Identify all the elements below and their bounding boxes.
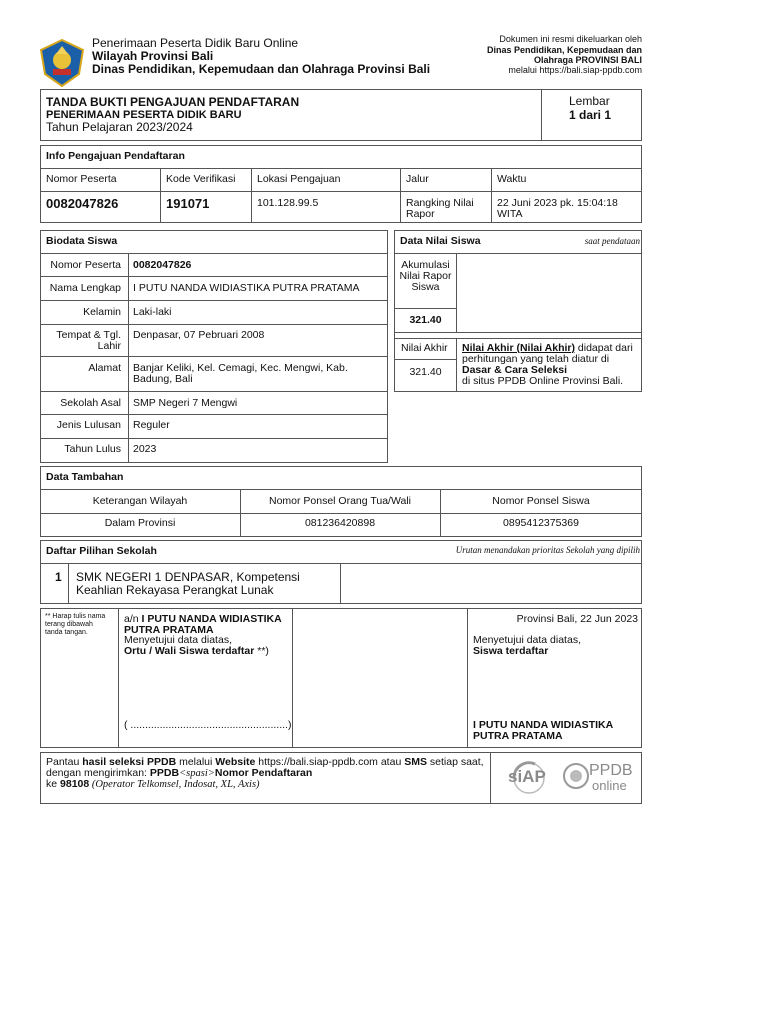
biodata-value-nomor: 0082047826 [133, 259, 192, 271]
header-right2: Dinas Pendidikan, Kepemudaan dan [486, 45, 642, 55]
footer-p5[interactable]: https://bali.siap-ppdb.com atau [255, 756, 405, 768]
biodata-label-tahun: Tahun Lulus [64, 443, 121, 455]
title-year: Tahun Pelajaran 2023/2024 [46, 120, 193, 134]
pilihan-note: Urutan menandakan prioritas Sekolah yang dipilih [455, 545, 640, 555]
title-main: TANDA BUKTI PENGAJUAN PENDAFTARAN [46, 95, 300, 109]
biodata-value-tahun: 2023 [133, 443, 157, 455]
info-h-jalur: Jalur [406, 173, 429, 185]
wali-label: Ortu / Wali Siswa terdaftar [124, 645, 255, 657]
biodata-label-nama: Nama Lengkap [49, 282, 121, 294]
biodata-heading: Biodata Siswa [46, 235, 118, 247]
info-kode: 191071 [166, 196, 210, 211]
biodata-label-sekolah: Sekolah Asal [60, 397, 121, 409]
info-h-lokasi: Lokasi Pengajuan [257, 173, 341, 185]
tambahan-h3: Nomor Ponsel Siswa [492, 495, 590, 507]
an-name: I PUTU NANDA WIDIASTIKA PUTRA PRATAMA [124, 613, 282, 636]
footer-p4: Website [215, 756, 256, 768]
footer-p2: hasil seleksi PPDB [82, 756, 177, 768]
ppdb-logo-icon [562, 761, 590, 791]
desc-text2: di situs PPDB Online Provinsi Bali. [462, 375, 624, 387]
pilihan-school-line1: SMK NEGERI 1 DENPASAR, Kompetensi [76, 570, 300, 584]
biodata-label-kelamin: Kelamin [83, 306, 121, 318]
biodata-label-nomor: Nomor Peserta [50, 259, 121, 271]
nilai-heading: Data Nilai Siswa [400, 235, 481, 247]
info-waktu: 22 Juni 2023 pk. 15:04:18 WITA [497, 197, 618, 220]
footer-p8: dengan mengirimkan: [46, 767, 150, 779]
footer-p12: ke [46, 778, 61, 790]
info-lokasi: 101.128.99.5 [257, 197, 319, 209]
siswa-name-2: PUTRA PRATAMA [473, 730, 563, 742]
nilai-description [462, 343, 638, 387]
header-line3: Dinas Pendidikan, Kepemudaan dan Olahraga Provinsi Bali [92, 62, 431, 76]
biodata-label-ttl: Tempat & Tgl. Lahir [56, 329, 121, 352]
header-right4: melalui https://bali.siap-ppdb.com [508, 65, 642, 75]
biodata-value-nama: I PUTU NANDA WIDIASTIKA PUTRA PRATAMA [133, 282, 360, 294]
info-nomor: 0082047826 [46, 196, 119, 211]
biodata-label-alamat: Alamat [88, 362, 121, 374]
footer-line3 [46, 779, 486, 790]
biodata-value-ttl: Denpasar, 07 Pebruari 2008 [133, 329, 265, 341]
lembar-value: 1 dari 1 [569, 108, 612, 122]
tambahan-h1: Keterangan Wilayah [92, 495, 188, 507]
akhir-value: 321.40 [409, 366, 442, 378]
ppdb-logo-text: PPDB [589, 762, 633, 779]
header-line1: Penerimaan Peserta Didik Baru Online [92, 36, 299, 50]
siswa-label: Siswa terdaftar [473, 645, 549, 657]
footer-p1: Pantau [46, 756, 83, 768]
wali-line [124, 646, 269, 657]
tambahan-v1: Dalam Provinsi [104, 517, 176, 529]
info-jalur: Rangking Nilai Rapor [406, 197, 474, 220]
tambahan-v3: 0895412375369 [503, 517, 579, 529]
akhir-label: Nilai Akhir [401, 342, 448, 354]
footer-p6: SMS [404, 756, 427, 768]
footer-p13: 98108 [60, 778, 90, 790]
info-h-waktu: Waktu [497, 173, 527, 185]
province-crest-icon [39, 38, 85, 88]
lembar-label: Lembar [569, 94, 610, 108]
footer-line2 [46, 768, 486, 779]
footer-p11: Nomor Pendaftaran [214, 767, 313, 779]
signature-note: ** Harap tulis nama terang dibawah tanda tangan. [45, 613, 106, 636]
biodata-value-jenis: Reguler [133, 419, 170, 431]
siap-logo-text: siAP [508, 767, 546, 786]
title-sub: PENERIMAAN PESERTA DIDIK BARU [46, 109, 242, 121]
siswa-name-1: I PUTU NANDA WIDIASTIKA [473, 719, 614, 731]
akumulasi-value: 321.40 [409, 314, 442, 326]
footer-p14: (Operator Telkomsel, Indosat, XL, Axis) [89, 779, 260, 790]
info-h-nomor: Nomor Peserta [46, 173, 117, 185]
pilihan-school-line2: Keahlian Rekayasa Perangkat Lunak [76, 583, 274, 597]
pilihan-heading: Daftar Pilihan Sekolah [46, 545, 157, 557]
info-heading: Info Pengajuan Pendaftaran [46, 150, 185, 162]
header-line2: Wilayah Provinsi Bali [92, 49, 214, 63]
header-right3: Olahraga PROVINSI BALI [533, 55, 642, 65]
akumulasi-label: Akumulasi Nilai Rapor Siswa [399, 259, 452, 293]
desc-bold2[interactable]: Dasar & Cara Seleksi [462, 364, 568, 376]
tambahan-heading: Data Tambahan [46, 471, 124, 483]
place-date: Provinsi Bali, 22 Jun 2023 [516, 613, 638, 625]
desc-bold1: Nilai Akhir (Nilai Akhir) [462, 342, 575, 354]
ppdb-online-text: online [592, 778, 627, 793]
desc-text1: didapat dari perhitungan yang telah diatur di [462, 342, 633, 365]
footer-p3: melalui [176, 756, 216, 768]
info-h-kode: Kode Verifikasi [166, 173, 236, 185]
signature-an [124, 614, 289, 636]
tambahan-v2: 081236420898 [304, 517, 376, 529]
tambahan-h2: Nomor Ponsel Orang Tua/Wali [268, 495, 411, 507]
signature-dots: ( ......................................................) [124, 719, 292, 731]
footer-p9: PPDB [149, 767, 180, 779]
biodata-value-sekolah: SMP Negeri 7 Mengwi [133, 397, 238, 409]
an-prefix: a/n [124, 613, 142, 625]
biodata-value-alamat: Banjar Keliki, Kel. Cemagi, Kec. Mengwi, Kab. Badung, Bali [133, 362, 348, 385]
footer-p7: setiap saat, [426, 756, 484, 768]
biodata-label-jenis: Jenis Lulusan [56, 419, 121, 431]
biodata-value-kelamin: Laki-laki [133, 306, 172, 318]
wali-suffix: **) [254, 645, 269, 657]
agree-wali: Menyetujui data diatas, [124, 634, 232, 646]
agree-siswa: Menyetujui data diatas, [473, 634, 581, 646]
pilihan-number: 1 [55, 570, 62, 584]
nilai-note: saat pendataan [584, 236, 640, 246]
header-right1: Dokumen ini resmi dikeluarkan oleh [499, 34, 642, 44]
footer-p10: <spasi> [179, 768, 215, 779]
